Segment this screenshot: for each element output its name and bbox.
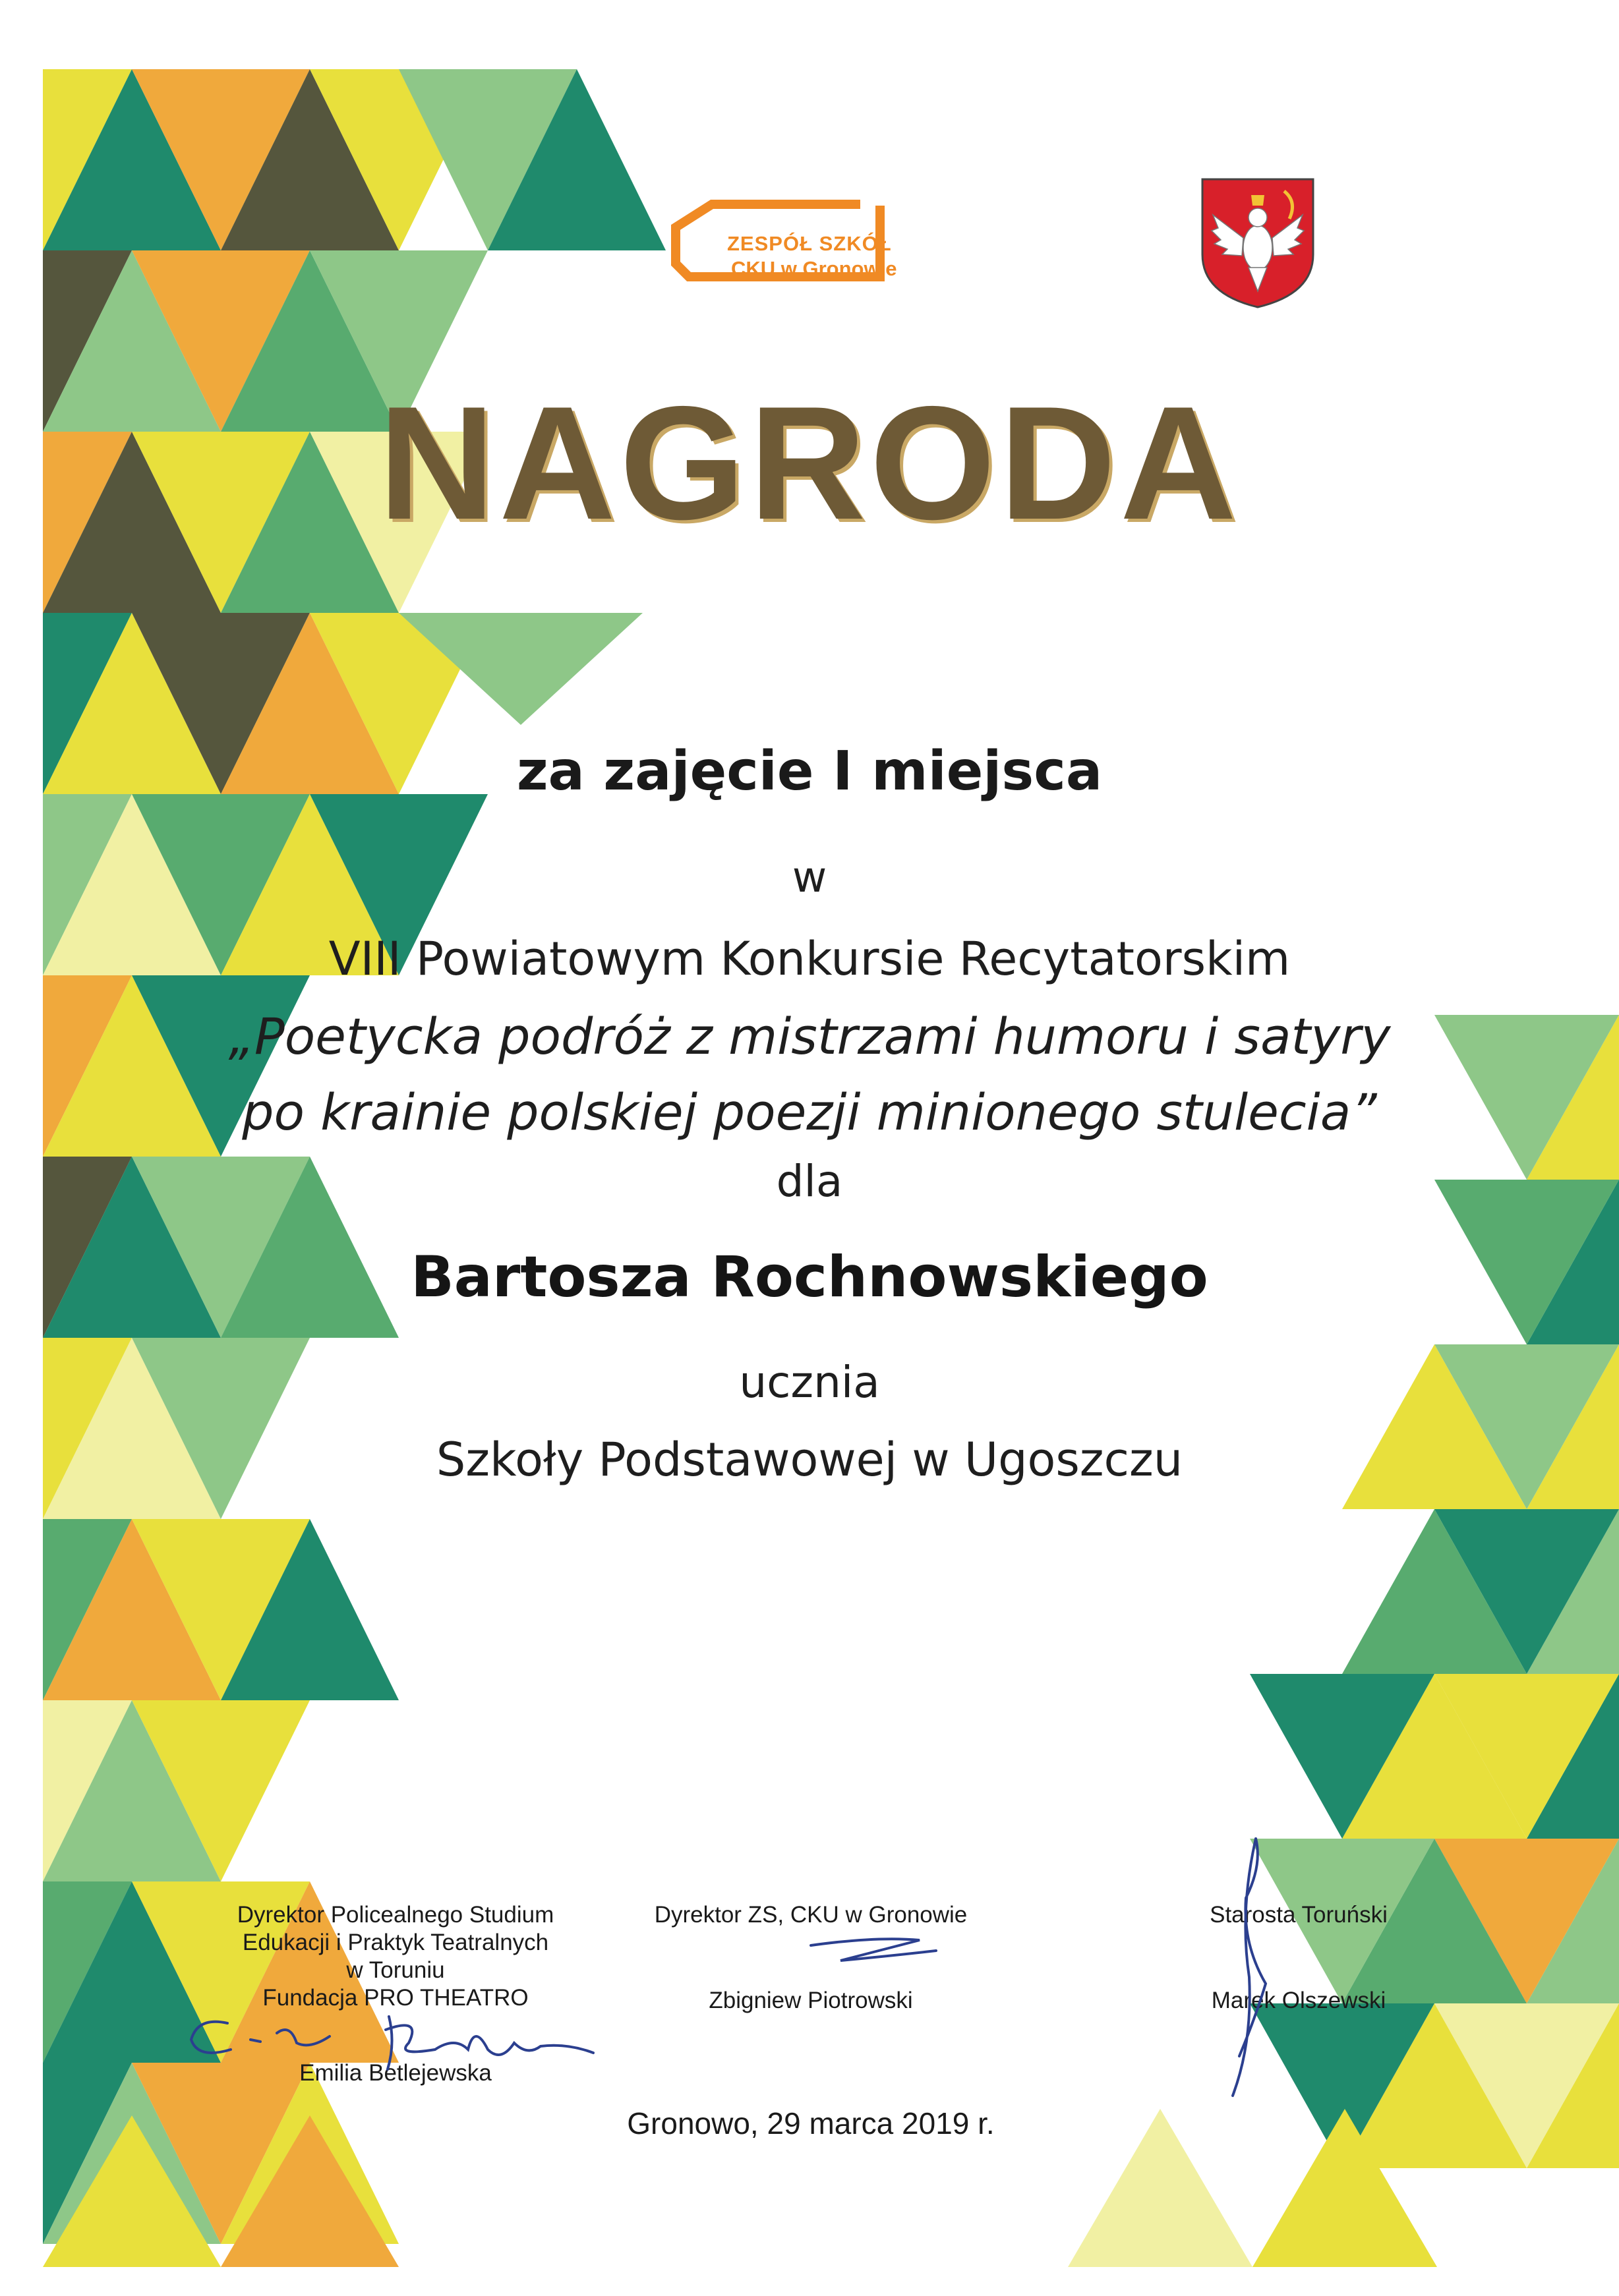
recipient-name: Bartosza Rochnowskiego: [411, 1244, 1208, 1310]
signatory-name: Marek Olszewski: [1211, 1988, 1386, 2013]
preposition-in: w: [792, 853, 827, 902]
signature-role-line: Fundacja PRO THEATRO: [262, 1985, 529, 2011]
signatory-name: Emilia Betlejewska: [299, 2060, 492, 2086]
signature-block-school-director: [613, 1901, 1009, 2015]
contest-name: VIII Powiatowym Konkursie Recytatorskim: [328, 932, 1291, 986]
recipient-school: Szkoły Podstawowej w Ugoszczu: [436, 1433, 1183, 1487]
contest-motto-line1: „Poetycka podróż z mistrzami humoru i satyry: [228, 1007, 1391, 1066]
signature-block-theatre: [158, 1901, 633, 2087]
signature-role-line: Dyrektor Policealnego Studium: [237, 1902, 554, 1928]
signature-role-line: Starosta Toruński: [1210, 1902, 1388, 1928]
signatory-name: Zbigniew Piotrowski: [709, 1988, 913, 2013]
signature-role-line: Dyrektor ZS, CKU w Gronowie: [654, 1902, 968, 1928]
signature-block-starost: [1101, 1901, 1496, 2015]
award-place-text: za zajęcie I miejsca: [516, 740, 1103, 803]
signature-role-line: Edukacji i Praktyk Teatralnych: [242, 1930, 549, 1955]
contest-motto-line2: po krainie polskiej poezji minionego stulecia”: [242, 1083, 1377, 1141]
school-logo-line2: CKU w Gronowie: [731, 257, 897, 280]
school-logo-line1: ZESPÓŁ SZKÓŁ: [727, 232, 892, 255]
school-logo: [662, 191, 926, 306]
signature-role-line: w Toruniu: [346, 1957, 445, 1983]
award-title: NAGRODA: [378, 372, 1241, 553]
mosaic-triangle: [1068, 2109, 1252, 2267]
issue-date: Gronowo, 29 marca 2019 r.: [627, 2106, 995, 2140]
recipient-role: ucznia: [739, 1357, 880, 1408]
eagle-crest-icon: [1198, 175, 1317, 310]
preposition-for: dla: [776, 1156, 843, 1207]
